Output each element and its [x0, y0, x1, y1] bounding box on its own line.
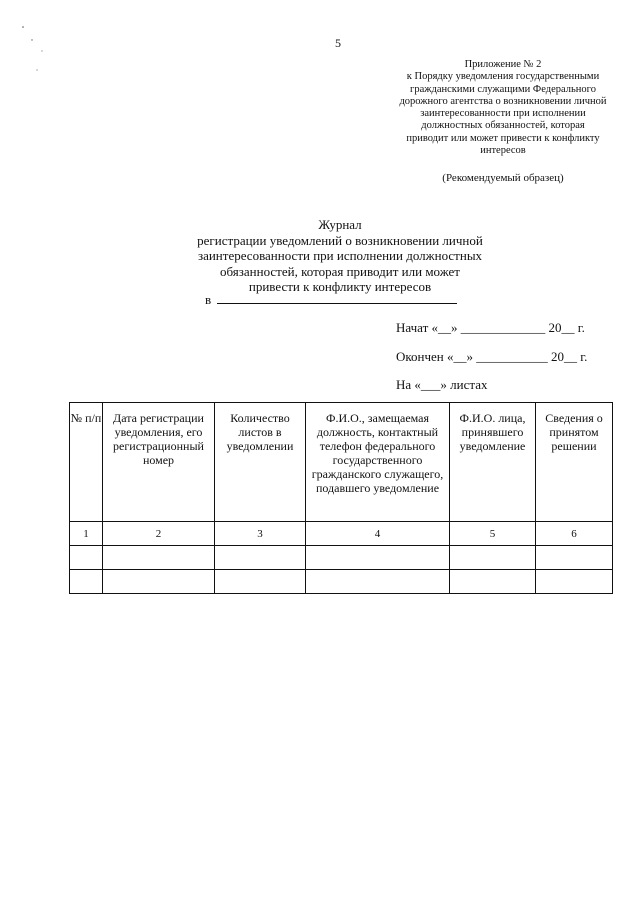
- table-row: [70, 570, 613, 594]
- table-cell: [103, 570, 215, 594]
- appendix-line: интересов: [480, 145, 526, 157]
- header-sheet-count: Количество листов в уведомлении: [215, 403, 306, 522]
- header-employee-info: Ф.И.О., замещаемая должность, контактный телефон федерального государственного гражданского служащего, подавшего уведомление: [306, 403, 450, 522]
- started-date-line: Начат «__» _____________ 20__ г.: [396, 320, 585, 335]
- column-number: 6: [536, 522, 613, 546]
- sheets-count-line: На «___» листах: [396, 377, 488, 392]
- table-header-row: [70, 403, 613, 522]
- appendix-line: должностных обязанностей, которая: [421, 120, 585, 132]
- appendix-line: приводит или может привести к конфликту: [406, 132, 600, 144]
- table-cell: [536, 546, 613, 570]
- organization-blank-field: [217, 291, 457, 304]
- ended-date-line: Окончен «__» ___________ 20__ г.: [396, 349, 588, 364]
- table-cell: [70, 570, 103, 594]
- table-column-number-row: [70, 522, 613, 546]
- page-number: 5: [335, 36, 341, 50]
- appendix-line: дорожного агентства о возникновении личной: [399, 95, 607, 107]
- table-cell: [306, 546, 450, 570]
- table-cell: [70, 546, 103, 570]
- column-number: 5: [450, 522, 536, 546]
- appendix-title: Приложение № 2: [464, 59, 542, 70]
- column-number: 1: [70, 522, 103, 546]
- scan-dot: [22, 26, 24, 28]
- scan-dot: [36, 69, 37, 70]
- header-number: № п/п: [70, 403, 103, 522]
- journal-subtitle-line: регистрации уведомлений о возникновении личной: [197, 232, 483, 248]
- table-cell: [215, 570, 306, 594]
- column-number: 2: [103, 522, 215, 546]
- appendix-line: к Порядку уведомления государственными: [406, 71, 600, 83]
- organization-prefix: в: [205, 292, 212, 307]
- registration-table: [69, 402, 613, 594]
- table-cell: [450, 570, 536, 594]
- journal-subtitle-line: заинтересованности при исполнении должностных: [197, 248, 483, 264]
- journal-subtitle-line: обязанностей, которая приводит или может: [220, 263, 460, 279]
- journal-title: Журнал: [318, 217, 362, 232]
- appendix-line: заинтересованности при исполнении: [420, 108, 586, 120]
- column-number: 4: [306, 522, 450, 546]
- table-cell: [450, 546, 536, 570]
- organization-line: [205, 291, 457, 308]
- header-registration-date: Дата регистрации уведомления, его регистрационный номер: [103, 403, 215, 522]
- header-receiver: Ф.И.О. лица, принявшего уведомление: [450, 403, 536, 522]
- journal-heading: [160, 217, 520, 295]
- sample-note: (Рекомендуемый образец): [442, 172, 564, 184]
- appendix-header: [383, 59, 623, 157]
- table-cell: [306, 570, 450, 594]
- table-cell: [103, 546, 215, 570]
- table-cell: [215, 546, 306, 570]
- header-decision: Сведения о принятом решении: [536, 403, 613, 522]
- appendix-line: гражданскими служащими Федерального: [410, 83, 596, 95]
- table-row: [70, 546, 613, 570]
- scan-artifact-marks: [20, 25, 60, 85]
- column-number: 3: [215, 522, 306, 546]
- journal-subtitle-line: привести к конфликту интересов: [248, 279, 432, 295]
- table-cell: [536, 570, 613, 594]
